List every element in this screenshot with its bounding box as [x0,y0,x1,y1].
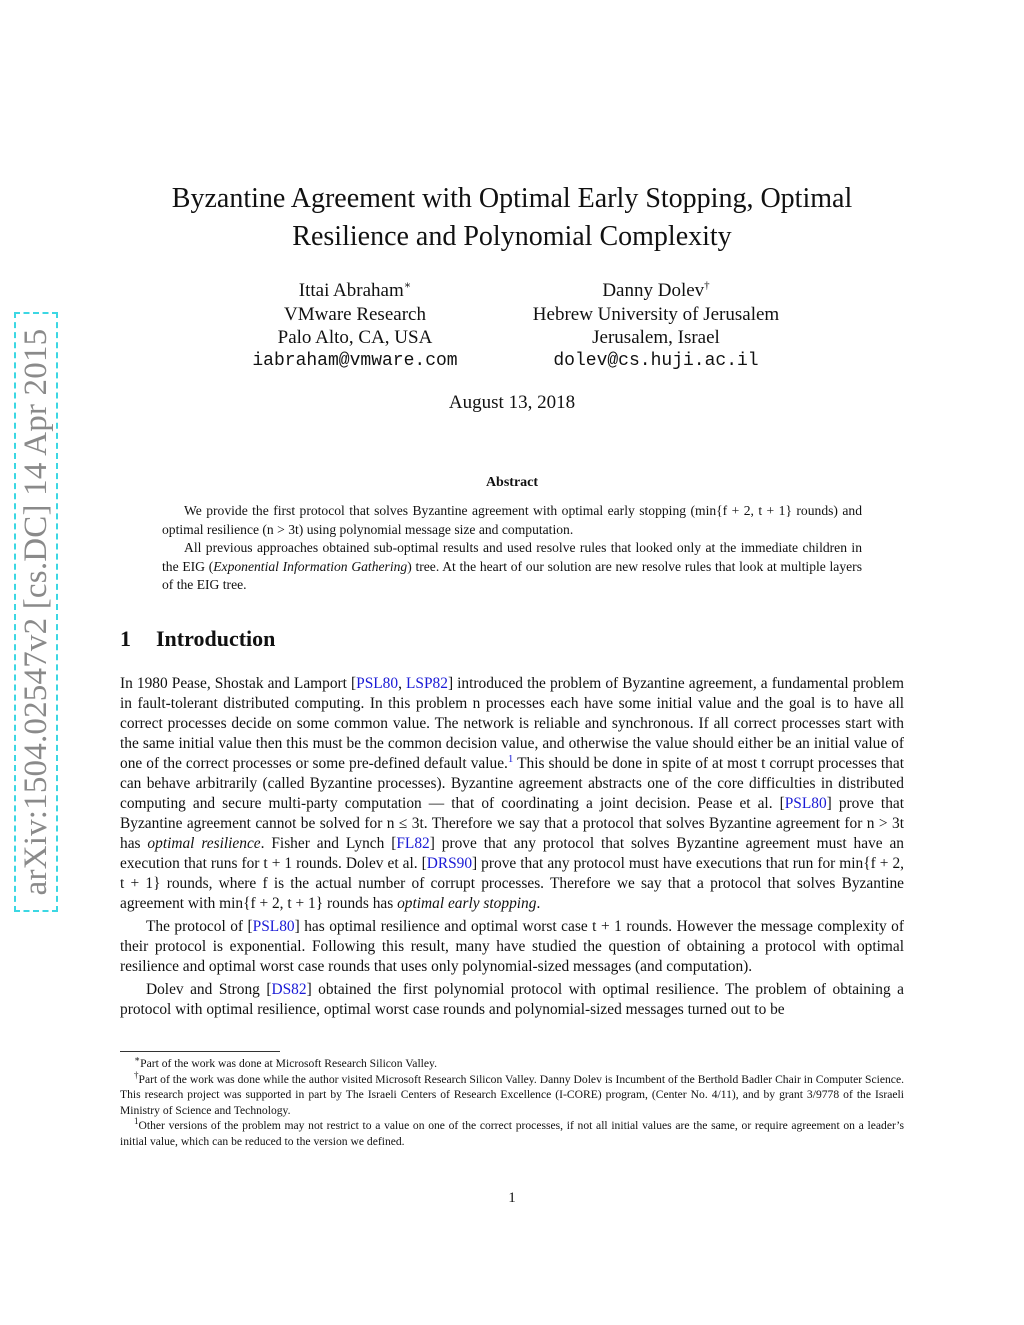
section-number: 1 [120,626,131,651]
footnote-link[interactable]: 1 [507,752,514,765]
footnote: ∗Part of the work was done at Microsoft Research Silicon Valley. [134,1054,437,1070]
author-name: Danny Dolev† [602,279,710,301]
body-paragraph: In 1980 Pease, Shostak and Lamport [PSL80, LSP82] introduced the problem of Byzantine agreement, a fundamental problem in fault-tolerant distributed computing. In this problem n processes each have some initial value and the goal is to have all correct processes decide on some common value. The network is reliable and synchronous. If all correct processes start with the same initial value then this must be the common decision value, and otherwise the value should either be an initial value of one of the correct processes or some pre-defined default value.$^1$ This should be done in spite of at most t corrupt processes that can behave arbitrarily (called Byzantine processes). Byzantine agreement abstracts one of the core difficulties in distributed computing and secure multi-party computation — that of coordinating a joint decision. Pease et al. [PSL80] prove that Byzantine agreement cannot be solved for n ≤ 3t. Therefore we say that a protocol that solves Byzantine agreement for n > 3t has optimal resilience. Fisher and Lynch [FL82] prove that any protocol that solves Byzantine agreement must have an execution that runs for t + 1 rounds. Dolev et al. [DRS90] prove that any protocol must have executions that run for min{f + 2, t + 1} rounds, where f is the actual number of corrupt processes. Therefore we say that a protocol that solves Byzantine agreement with min{f + 2, t + 1} rounds has optimal early stopping. [120,675,905,912]
author-location: Jerusalem, Israel [592,327,720,348]
paper-title: Byzantine Agreement with Optimal Early Stopping, Optimal Resilience and Polynomial Complexity [171,183,853,252]
author-block-2 [510,279,802,373]
author-block-1 [225,279,485,373]
footnotes [120,1056,904,1150]
body-paragraph: The protocol of [PSL80] has optimal resilience and optimal worst case t + 1 rounds. However the message complexity of their protocol is exponential. Following this result, many have studied the question of obtaining a protocol with optimal resilience and optimal worst case rounds that uses only polynomial-sized messages (and computation). [120,918,904,975]
author-location: Palo Alto, CA, USA [277,327,433,348]
section-heading [120,626,275,652]
abstract-paragraph: All previous approaches obtained sub-optimal results and used resolve rules that looked only at the immediate children in the EIG (Exponential Information Gathering) tree. At the heart of our solution are new resolve rules that look at multiple layers of the EIG tree. [162,540,862,593]
author-email[interactable]: iabraham@vmware.com [252,350,458,371]
paper-date: August 13, 2018 [448,392,576,413]
abstract-heading: Abstract [485,475,539,490]
author-footnote-mark: † [704,279,710,292]
citation-link[interactable]: FL82 [396,835,430,852]
arxiv-identifier-stamp: arXiv:1504.02547v2 [cs.DC] 14 Apr 2015 [14,312,58,912]
citation-link[interactable]: PSL80 [784,795,827,812]
body-paragraph: Dolev and Strong [DS82] obtained the first polynomial protocol with optimal resilience. The problem of obtaining a protocol with optimal resilience, optimal worst case rounds and polynomial-sized messages turned out to be [120,981,904,1018]
section-title: Introduction [156,626,276,651]
emphasis: Exponential Information Gathering [213,558,408,574]
footnote: †Part of the work was done while the author visited Microsoft Research Silicon Valley. Danny Dolev is Incumbent of the Berthold Badler Chair in Computer Science. This research project was supported in part by The Israeli Centers of Research Excellence (I-CORE) program, (Center No. 4/11), and by grant 3/9778 of the Israeli Ministry of Science and Technology. [120,1069,904,1117]
author-affiliation: VMware Research [284,303,426,325]
citation-link[interactable]: PSL80 [252,918,295,935]
page-number: 1 [508,1190,516,1206]
author-affiliation: Hebrew University of Jerusalem [532,303,780,325]
citation-link[interactable]: DRS90 [426,855,473,872]
abstract-paragraph: We provide the first protocol that solves Byzantine agreement with optimal early stopping (min{f + 2, t + 1} rounds) and optimal resilience (n > 3t) using polynomial message size and computation. [162,503,862,537]
author-name: Ittai Abraham∗ [298,279,412,301]
author-footnote-mark: ∗ [403,279,412,292]
footnote: $^1$Other versions of the problem may not restrict to a value on one of the correct processes, if not all initial values are the same, or require agreement on a leader’s initial value, which can be reduced to the version we defined. [120,1116,904,1148]
abstract-body [162,502,862,595]
citation-link[interactable]: PSL80 [356,675,399,692]
author-email[interactable]: dolev@cs.huji.ac.il [553,350,759,371]
emphasis: optimal resilience [147,835,261,852]
emphasis: optimal early stopping [397,895,537,912]
introduction-body [120,674,904,1023]
footnote-divider [120,1051,280,1052]
citation-link[interactable]: LSP82 [406,675,448,692]
citation-link[interactable]: DS82 [271,981,307,998]
